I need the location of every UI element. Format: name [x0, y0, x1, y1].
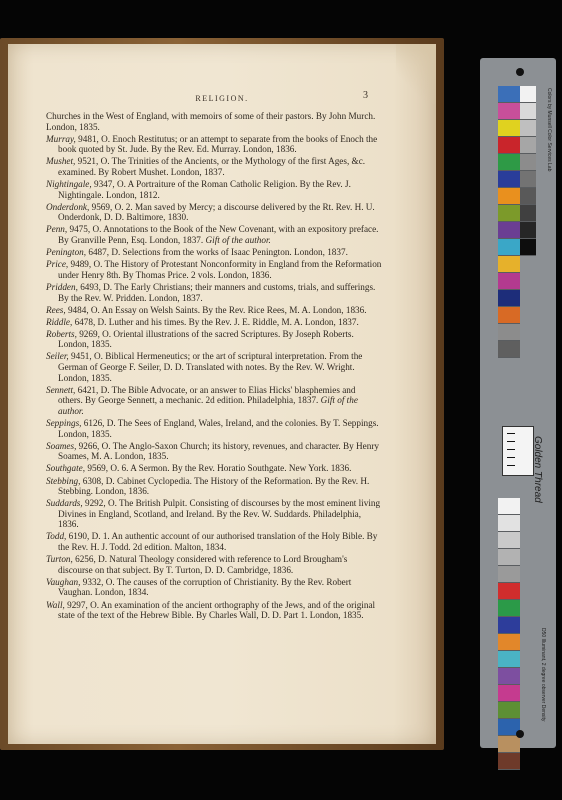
- book-page: [8, 44, 436, 744]
- checker-footer-label: D50 Illuminant, 2 degree observer Density: [540, 628, 546, 722]
- color-swatch: [498, 515, 520, 532]
- entry-text: 9475, O. Annotations to the Book of the New Covenant, with an expository preface. By Granville Penn, Esq. London, 1837.: [58, 224, 379, 246]
- catalog-entry: [46, 224, 382, 245]
- catalog-entry: [46, 441, 382, 462]
- entry-text: 9489, O. The History of Protestant Nonconformity in England from the Reformation under Henry 8th. By Thomas Price. 2 vols. London, 1836.: [58, 259, 382, 280]
- entry-author: Mushet,: [46, 156, 76, 167]
- entry-text: 9484, O. An Essay on Welsh Saints. By the Rev. Rice Rees, M. A. London, 1836.: [65, 304, 367, 315]
- color-swatch: [520, 120, 536, 137]
- entry-text: 6487, D. Selections from the works of Isaac Penington. London, 1837.: [86, 247, 348, 258]
- catalog-entry: [46, 385, 382, 417]
- catalog-entry: [46, 531, 382, 552]
- color-swatch: [498, 685, 520, 702]
- entry-author: Turton,: [46, 554, 73, 565]
- entry-text: 9297, O. An examination of the ancient orthography of the Jews, and of the original state of the text of the Hebrew Bible. By Charles Wall, D. D. Part 1. London, 1835.: [58, 599, 376, 621]
- catalog-entry: [46, 282, 382, 303]
- entry-author: Roberts,: [46, 328, 77, 339]
- entry-text: 9569, O. 6. A Sermon. By the Rev. Horatio Southgate. New York. 1836.: [85, 463, 352, 474]
- entry-text: 9451, O. Biblical Hermeneutics; or the art of scriptural interpretation. From the German of George F. Seiler, D. D. Translated with notes. By the Rev. W. Wright. London, 1835.: [58, 351, 363, 383]
- color-swatch: [498, 668, 520, 685]
- color-swatch: [520, 222, 536, 239]
- catalog-entry: [46, 329, 382, 350]
- catalog-entry: [46, 156, 382, 177]
- color-swatch: [498, 324, 520, 341]
- color-swatch: [520, 86, 536, 103]
- color-swatch: [498, 566, 520, 583]
- color-swatch: [498, 583, 520, 600]
- color-swatch: [498, 222, 520, 239]
- color-swatch: [520, 154, 536, 171]
- entry-text: 9266, O. The Anglo-Saxon Church; its history, revenues, and character. By Henry Soames, M. A. London, 1835.: [58, 440, 379, 462]
- page-number: 3: [363, 90, 368, 101]
- entry-author: Soames,: [46, 440, 77, 451]
- entry-author: Pridden,: [46, 281, 78, 292]
- catalog-entries: [46, 111, 382, 622]
- color-swatch: [498, 736, 520, 753]
- checker-label: Colors by Munsell Color Services Lab: [546, 88, 552, 172]
- color-swatch: [498, 341, 520, 358]
- catalog-entry: [46, 554, 382, 575]
- checker-ruler: [502, 426, 534, 476]
- entry-text: Churches in the West of England, with memoirs of some of their pastors. By John Murch. London, 1835.: [46, 111, 376, 132]
- color-swatch: [498, 273, 520, 290]
- color-swatches: [498, 86, 520, 358]
- color-swatch: [520, 239, 536, 256]
- lower-color-swatches: [498, 498, 520, 770]
- entry-author: Nightingale,: [46, 179, 92, 190]
- entry-author: Seiler,: [46, 351, 69, 362]
- entry-author: Penington,: [46, 247, 87, 258]
- entry-author: Vaughan,: [46, 576, 81, 587]
- entry-author: Price,: [46, 259, 69, 270]
- catalog-entry: [46, 351, 382, 383]
- color-swatch: [498, 753, 520, 770]
- color-swatch: [498, 290, 520, 307]
- entry-author: Todd,: [46, 531, 67, 542]
- color-swatch: [498, 498, 520, 515]
- color-swatch: [498, 532, 520, 549]
- color-swatch: [498, 86, 520, 103]
- entry-text: 6421, D. The Bible Advocate, or an answer to Elias Hicks' blasphemies and others. By George Sennett, a mechanic. 2d edition. Philadelphia, 1837.: [58, 384, 356, 406]
- entry-text: 9521, O. The Trinities of the Ancients, or the Mythology of the first Ages, &c. examined. By Robert Mushet. London, 1837.: [58, 156, 366, 177]
- color-swatch: [498, 120, 520, 137]
- catalog-entry: [46, 179, 382, 200]
- entry-author: Seppings,: [46, 418, 82, 429]
- color-swatch: [520, 188, 536, 205]
- catalog-entry: [46, 463, 382, 474]
- gray-swatches: [520, 86, 536, 256]
- entry-author: Wall,: [46, 599, 65, 610]
- catalog-entry: [46, 202, 382, 223]
- entry-text: 9292, O. The British Pulpit. Consisting of discourses by the most eminent living Divines in England, Scotland, and Ireland. By the Rev. W. Suddards. Philadelphia, 1836.: [58, 498, 381, 530]
- catalog-entry: [46, 418, 382, 439]
- entry-text: 6493, D. The Early Christians; their manners and customs, trials, and sufferings. By the Rev. W. Pridden. London, 1837.: [58, 281, 376, 303]
- color-swatch: [498, 239, 520, 256]
- entry-author: Sennett,: [46, 384, 76, 395]
- entry-text: 9569, O. 2. Man saved by Mercy; a discourse delivered by the Rt. Rev. H. U. Onderdonk, D. D. Baltimore, 1830.: [58, 201, 375, 223]
- entry-note: Gift of the author.: [205, 235, 271, 246]
- entry-note: Gift of the author.: [58, 395, 358, 416]
- color-swatch: [498, 154, 520, 171]
- color-swatch: [520, 205, 536, 222]
- entry-text: 9347, O. A Portraiture of the Roman Catholic Religion. By the Rev. J. Nightingale. London, 1812.: [58, 179, 351, 200]
- color-swatch: [520, 171, 536, 188]
- color-swatch: [498, 634, 520, 651]
- entry-text: 9481, O. Enoch Restitutus; or an attempt to separate from the books of Enoch the book quoted by St. Jude. By the Rev. Ed. Murray. London, 1836.: [58, 133, 378, 155]
- catalog-entry: [46, 247, 382, 258]
- checker-hole-bottom: [516, 730, 524, 738]
- catalog-entry: [46, 498, 382, 530]
- catalog-entry: [46, 476, 382, 497]
- catalog-entry: [46, 259, 382, 280]
- entry-text: 6308, D. Cabinet Cyclopedia. The History of the Reformation. By the Rev. H. Stebbing. London, 1836.: [58, 475, 370, 497]
- color-swatch: [498, 549, 520, 566]
- catalog-entry: [46, 577, 382, 598]
- color-swatch: [498, 205, 520, 222]
- color-swatch: [498, 307, 520, 324]
- entry-author: Southgate,: [46, 463, 86, 474]
- entry-text: 9269, O. Oriental illustrations of the sacred Scriptures. By Joseph Roberts. London, 1835.: [58, 328, 354, 350]
- color-swatch: [498, 171, 520, 188]
- color-swatch: [498, 188, 520, 205]
- entry-author: Onderdonk,: [46, 201, 90, 212]
- color-swatch: [498, 137, 520, 154]
- catalog-entry: [46, 600, 382, 621]
- entry-text: 6256, D. Natural Theology considered with reference to Lord Brougham's discourse on that subject. By T. Turton, D. D. Cambridge, 1836.: [58, 554, 348, 575]
- entry-text: 6190, D. 1. An authentic account of our authorised translation of the Holy Bible. By the Rev. H. J. Todd. 2d edition. Malton, 1834.: [58, 531, 378, 553]
- color-swatch: [498, 256, 520, 273]
- color-checker-strip: [480, 58, 556, 748]
- entry-text: 6126, D. The Sees of England, Wales, Ireland, and the colonies. By T. Seppings. London, 1835.: [58, 418, 379, 439]
- checker-brand: Golden Thread: [532, 436, 543, 503]
- color-swatch: [498, 651, 520, 668]
- color-swatch: [520, 137, 536, 154]
- color-swatch: [498, 702, 520, 719]
- entry-author: Penn,: [46, 224, 68, 235]
- catalog-entry: [46, 305, 382, 316]
- color-swatch: [498, 600, 520, 617]
- catalog-entry: [46, 317, 382, 328]
- entry-author: Rees,: [46, 304, 66, 315]
- catalog-entry: [46, 111, 382, 132]
- color-swatch: [520, 103, 536, 120]
- entry-text: 6478, D. Luther and his times. By the Rev. J. E. Riddle, M. A. London, 1837.: [72, 316, 359, 327]
- catalog-entry: [46, 134, 382, 155]
- entry-author: Riddle,: [46, 316, 73, 327]
- color-swatch: [498, 103, 520, 120]
- entry-author: Stebbing,: [46, 475, 81, 486]
- color-swatch: [498, 617, 520, 634]
- running-head: RELIGION.: [195, 94, 249, 103]
- entry-author: Suddards,: [46, 498, 83, 509]
- checker-hole-top: [516, 68, 524, 76]
- entry-author: Murray,: [46, 133, 76, 144]
- entry-text: 9332, O. The causes of the corruption of Christianity. By the Rev. Robert Vaughan. London, 1834.: [58, 576, 352, 598]
